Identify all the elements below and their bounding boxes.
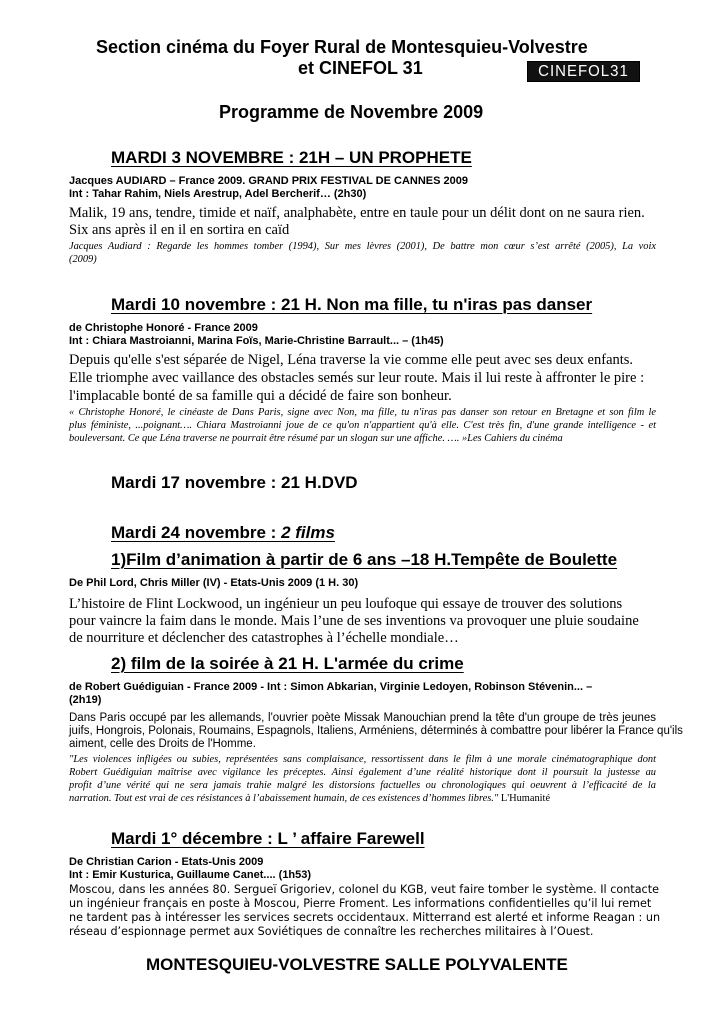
film2-meta-line1: de Robert Guédiguian - France 2009 - Int : Simon Abkarian, Virginie Ledoyen, Robinson Stévenin... – (69, 681, 593, 693)
event5-meta-line2: Int : Emir Kusturica, Guillaume Canet.... (1h53) (69, 869, 312, 881)
film1-heading: 1)Film d’animation à partir de 6 ans –18 H.Tempête de Boulette (111, 550, 618, 569)
event2-meta-line1: de Christophe Honoré - France 2009 (69, 322, 258, 334)
event2-heading: Mardi 10 novembre : 21 H. Non ma fille, tu n'iras pas danser (111, 295, 593, 314)
film2-quote-source: L'Humanité (498, 793, 551, 804)
event1-note-line1: Jacques Audiard : Regarde les hommes tomber (1994), Sur mes lèvres (2001), De battre mon cœur s’est arrêté (2005), La voix (69, 241, 656, 252)
film1-synopsis-line3: de nourriture et déclencher des catastrophes à l’échelle mondiale… (69, 630, 459, 646)
film2-meta-line2: (2h19) (69, 694, 102, 706)
cinefol-logo: CINEFOL31 (527, 61, 640, 82)
event1-meta-line2: Int : Tahar Rahim, Niels Arestrup, Adel Bercherif… (2h30) (69, 188, 367, 200)
event1-heading: MARDI 3 NOVEMBRE : 21H – UN PROPHETE (111, 148, 472, 167)
event5-synopsis-line4: réseau d’espionnage permet aux Soviétiques de connaître les recherches militaires à l’Ouest. (69, 925, 594, 938)
film1-synopsis-line1: L’histoire de Flint Lockwood, un ingénieur un peu loufoque qui essaye de trouver des solutions (69, 596, 623, 612)
film2-heading: 2) film de la soirée à 21 H. L'armée du crime (111, 654, 464, 673)
event2-quote-line1: « Christophe Honoré, le cinéaste de Dans Paris, signe avec Non, ma fille, tu n'iras pas danser son retour en Bretagne et son film le (69, 407, 656, 418)
footer-venue: MONTESQUIEU-VOLVESTRE SALLE POLYVALENTE (146, 955, 568, 974)
event5-synopsis-line1: Moscou, dans les années 80. Sergueï Grigoriev, colonel du KGB, veut faire tomber le système. Il contacte (69, 883, 659, 896)
event2-quote-line3: bouleversant. Ce que Léna traverse ne pourrait être résumé par un slogan sur une affiche. …. »Les Cahiers du cinéma (69, 433, 563, 444)
film2-synopsis-line3: aiment, celle des Droits de l'Homme. (69, 738, 256, 750)
document-title-line1: Section cinéma du Foyer Rural de Montesquieu-Volvestre (96, 37, 588, 57)
programme-title: Programme de Novembre 2009 (219, 102, 484, 122)
film2-quote-line1: "Les violences infligées ou subies, représentées sans complaisance, ressortissent dans le film à une morale cinématographique dont (69, 754, 656, 765)
event2-synopsis-line1: Depuis qu'elle s'est séparée de Nigel, Léna traverse la vie comme elle peut avec ses deux enfants. (69, 352, 634, 368)
event1-note-line2: (2009) (69, 254, 97, 265)
event1-synopsis-line2: Six ans après il en il en sortira en caïd (69, 222, 290, 238)
event4-heading-emph: 2 films (281, 523, 335, 542)
event2-quote-line2: plus féministe, ...poignant…. Chiara Mastroianni joue de ce qu'on n'appartient qu'à elle. C'est très fin, d'une grande intelligence - et (69, 420, 656, 431)
film2-synopsis-line2: juifs, Hongrois, Polonais, Roumains, Espagnols, Italiens, Arméniens, déterminés à combattre pour libérer la France qu'ils (69, 725, 683, 737)
event5-synopsis-line2: un ingénieur français en poste à Moscou, Pierre Froment. Les informations confidentielles qu’il lui remet (69, 897, 652, 910)
film2-quote-text: narration. Tout est vrai de ces résistances à l’abaissement humain, de ces existences d’hommes libres." (69, 793, 499, 804)
event4-heading (111, 523, 335, 543)
event5-heading: Mardi 1° décembre : L ’ affaire Farewell (111, 829, 425, 848)
event3-heading: Mardi 17 novembre : 21 H.DVD (111, 473, 358, 492)
event5-synopsis-line3: ne tardent pas à intéresser les services secrets occidentaux. Mitterrand est alerté et informe Reagan : un (69, 911, 661, 924)
event1-meta-line1: Jacques AUDIARD – France 2009. GRAND PRIX FESTIVAL DE CANNES 2009 (69, 175, 468, 187)
event5-meta-line1: De Christian Carion - Etats-Unis 2009 (69, 856, 264, 868)
event2-meta-line2: Int : Chiara Mastroianni, Marina Foïs, Marie-Christine Barrault... – (1h45) (69, 335, 444, 347)
film2-quote-line3: profit d’une vérité qui ne sera jamais trahie malgré les distorsions factuelles ou chronologiques qui oeuvrent à l’efficacité de la (69, 780, 656, 791)
film2-quote-line2: Robert Guédiguian maîtrise avec vigilance les préceptes. Ainsi également d’une réalité historique dont il poursuit la justesse au (69, 767, 656, 778)
film1-synopsis-line2: pour vaincre la faim dans le monde. Mais l’une de ses inventions va provoquer une pluie soudaine (69, 613, 639, 629)
event1-synopsis-line1: Malik, 19 ans, tendre, timide et naïf, analphabète, entre en taule pour un délit dont on ne saura rien. (69, 205, 645, 221)
film1-meta: De Phil Lord, Chris Miller (IV) - Etats-Unis 2009 (1 H. 30) (69, 577, 359, 589)
event2-synopsis-line3: l'implacable bonté de sa famille qui a décidé de faire son bonheur. (69, 388, 452, 404)
event4-heading-prefix: Mardi 24 novembre : (111, 523, 282, 542)
event2-synopsis-line2: Elle triomphe avec vaillance des obstacles semés sur leur route. Mais il lui reste à affronter le pire : (69, 370, 645, 386)
film2-quote-line4 (69, 793, 550, 806)
film2-synopsis-line1: Dans Paris occupé par les allemands, l'ouvrier poète Missak Manouchian prend la tête d'un groupe de très jeunes (69, 712, 656, 724)
document-title-line2: et CINEFOL 31 (298, 58, 423, 78)
